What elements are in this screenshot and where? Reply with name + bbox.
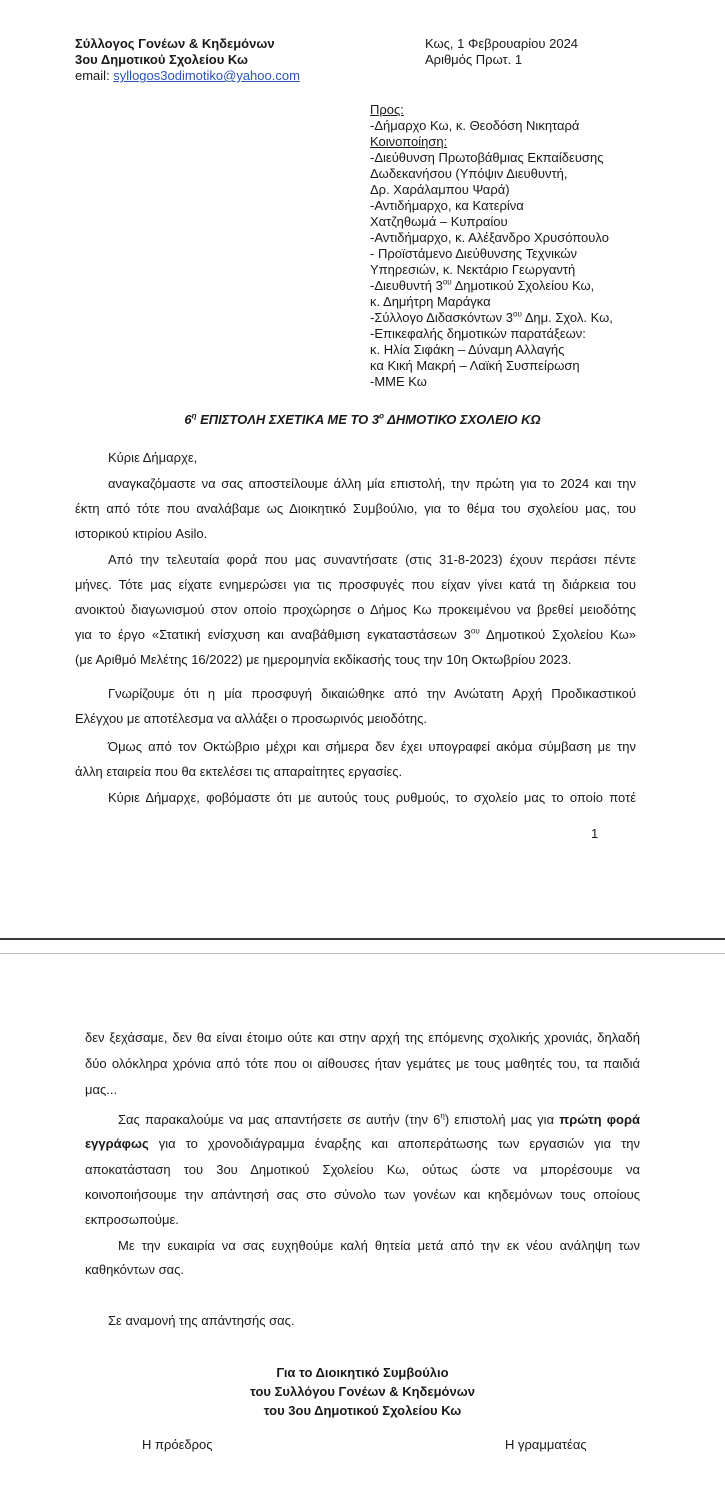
cc-line: Δρ. Χαράλαμπου Ψαρά) [370,182,510,197]
body-line: ανοικτού διαγωνισμού στον οποίο προχώρησε ο Δήμος Κω προκειμένου να βρεθεί μειοδότης [75,602,636,617]
letter-title: $6^\eta$ ΕΠΙΣΤΟΛΗ ΣΧΕΤΙΚΑ ΜΕ ΤΟ $3^o$ ΔΗΜΟΤΙΚΟ ΣΧΟΛΕΙΟ ΚΩ [184,411,541,427]
body-line: ιστορικού κτιρίου Asilo. [75,526,208,541]
cc-line: κ. Δημήτρη Μαράγκα [370,294,491,309]
page-number: 1 [591,826,599,841]
sender-email-row [75,68,300,83]
body-line: για το έργο «Στατική ενίσχυση και αναβάθμιση εγκαταστάσεων $3^{o\upsilon}$ Δημοτικού Σχολείου Κω» [75,626,636,642]
cc-line: Δωδεκανήσου (Υπόψιν Διευθυντή, [370,166,568,181]
sender-school: 3ου Δημοτικού Σχολείου Κω [75,52,248,67]
page-divider-shadow [0,953,725,954]
to-recipient: -Δήμαρχο Κω, κ. Θεοδόση Νικηταρά [370,118,580,133]
cc-line: - Προϊστάμενο Διεύθυνσης Τεχνικών [370,246,577,261]
to-label: Προς: [370,102,404,117]
body-line: Σας παρακαλούμε να μας απαντήσετε σε αυτήν (την $6^\eta$) επιστολή μας για πρώτη φορά [118,1111,641,1127]
cc-line: -Διεύθυνση Πρωτοβάθμιας Εκπαίδευσης [370,150,604,165]
body-line: κοινοποιήσουμε την απάντησή σας στο σύνολο των γονέων και κηδεμόνων τους οποίους [85,1187,640,1202]
cc-line: Υπηρεσιών, κ. Νεκτάριο Γεωργαντή [370,262,576,277]
president-label: Η πρόεδρος [142,1437,213,1452]
cc-label: Κοινοποίηση: [370,134,448,149]
body-line: εγγράφως για το χρονοδιάγραμμα έναρξης και αποπεράτωσης των εργασιών για την [85,1136,640,1151]
body-line: Γνωρίζουμε ότι η μία προσφυγή δικαιώθηκε από την Ανώτατη Αρχή Προδικαστικού [108,686,636,701]
body-line: Κύριε Δήμαρχε, φοβόμαστε ότι με αυτούς τους ρυθμούς, το σχολείο μας το οποίο ποτέ [108,790,636,805]
cc-principal: -Διευθυντή $3^{o\upsilon}$ Δημοτικού Σχολείου Κω, [370,277,595,293]
salutation: Κύριε Δήμαρχε, [108,450,198,465]
body-line: άλλη εταιρεία που θα εκτελέσει τις απαραίτητες εργασίες. [75,764,403,779]
letter-date: Κως, 1 Φεβρουαρίου 2024 [425,36,579,51]
cc-line: -ΜΜΕ Κω [370,374,427,389]
sender-name: Σύλλογος Γονέων & Κηδεμόνων [75,36,275,51]
cc-line: Χατζηθωμά – Κυπραίου [370,214,508,229]
page-divider [0,938,725,940]
body-line: Ελέγχου με αποτέλεσμα να αλλάξει ο προσωρινός μειοδότης. [75,711,428,726]
cc-line: -Αντιδήμαρχο, κα Κατερίνα [370,198,524,213]
cc-line: κ. Ηλία Σιφάκη – Δύναμη Αλλαγής [370,342,565,357]
cc-line: κα Κική Μακρή – Λαϊκή Συσπείρωση [370,358,580,373]
body-line: Με την ευκαιρία να σας ευχηθούμε καλή θητεία μετά από την εκ νέου ανάληψη των [118,1238,640,1253]
signature-line-2: του Συλλόγου Γονέων & Κηδεμόνων [250,1384,475,1399]
body-line: δύο ολόκληρα χρόνια από τότε που οι αίθουσες ήταν γεμάτες με τους μαθητές του, τα παιδιά [85,1056,640,1071]
body-line: (με Αριθμό Μελέτης 16/2022) με ημερομηνία εκδίκασής τους την 10η Οκτωβρίου 2023. [75,652,572,667]
body-line: δεν ξεχάσαμε, δεν θα είναι έτοιμο ούτε και στην αρχή της επόμενης σχολικής χρονιάς, δηλαδή [85,1030,640,1045]
protocol-number: Αριθμός Πρωτ. 1 [425,52,523,67]
body-line: καθηκόντων σας. [85,1262,185,1277]
body-line: αναγκαζόμαστε να σας αποστείλουμε άλλη μία επιστολή, την πρώτη για το 2024 και την [108,476,636,491]
cc-line: -Αντιδήμαρχο, κ. Αλέξανδρο Χρυσόπουλο [370,230,609,245]
body-line: Από την τελευταία φορά που μας συναντήσατε (στις 31-8-2023) έχουν περάσει πέντε [108,552,636,567]
email-label: email: [75,68,114,83]
closing-line: Σε αναμονή της απάντησής σας. [108,1313,295,1328]
body-line: εκπροσωπούμε. [85,1212,179,1227]
cc-teachers: -Σύλλογο Διδασκόντων $3^{o\upsilon}$ Δημ. Σχολ. Κω, [370,309,613,325]
cc-line: -Επικεφαλής δημοτικών παρατάξεων: [370,326,586,341]
signature-line-1: Για το Διοικητικό Συμβούλιο [276,1365,449,1380]
secretary-label: Η γραμματέας [505,1437,587,1452]
body-line: μήνες. Τότε μας είχατε ενημερώσει για τις προσφυγές που είχαν γίνει κατά τη διάρκεια του [75,577,636,592]
body-line: έκτη από τότε που αναλάβαμε ως Διοικητικό Συμβούλιο, για το θέμα του σχολείου μας, του [75,501,636,516]
body-line: Όμως από τον Οκτώβριο μέχρι και σήμερα δεν έχει υπογραφεί ακόμα σύμβαση με την [108,739,636,754]
email-link[interactable]: syllogos3odimotiko@yahoo.com [113,68,300,83]
body-line: αποκατάσταση του 3ου Δημοτικού Σχολείου Κω, ούτως ώστε να μπορέσουμε να [85,1162,640,1177]
signature-line-3: του 3ου Δημοτικού Σχολείου Κω [263,1403,462,1418]
body-line: μας... [85,1082,118,1097]
